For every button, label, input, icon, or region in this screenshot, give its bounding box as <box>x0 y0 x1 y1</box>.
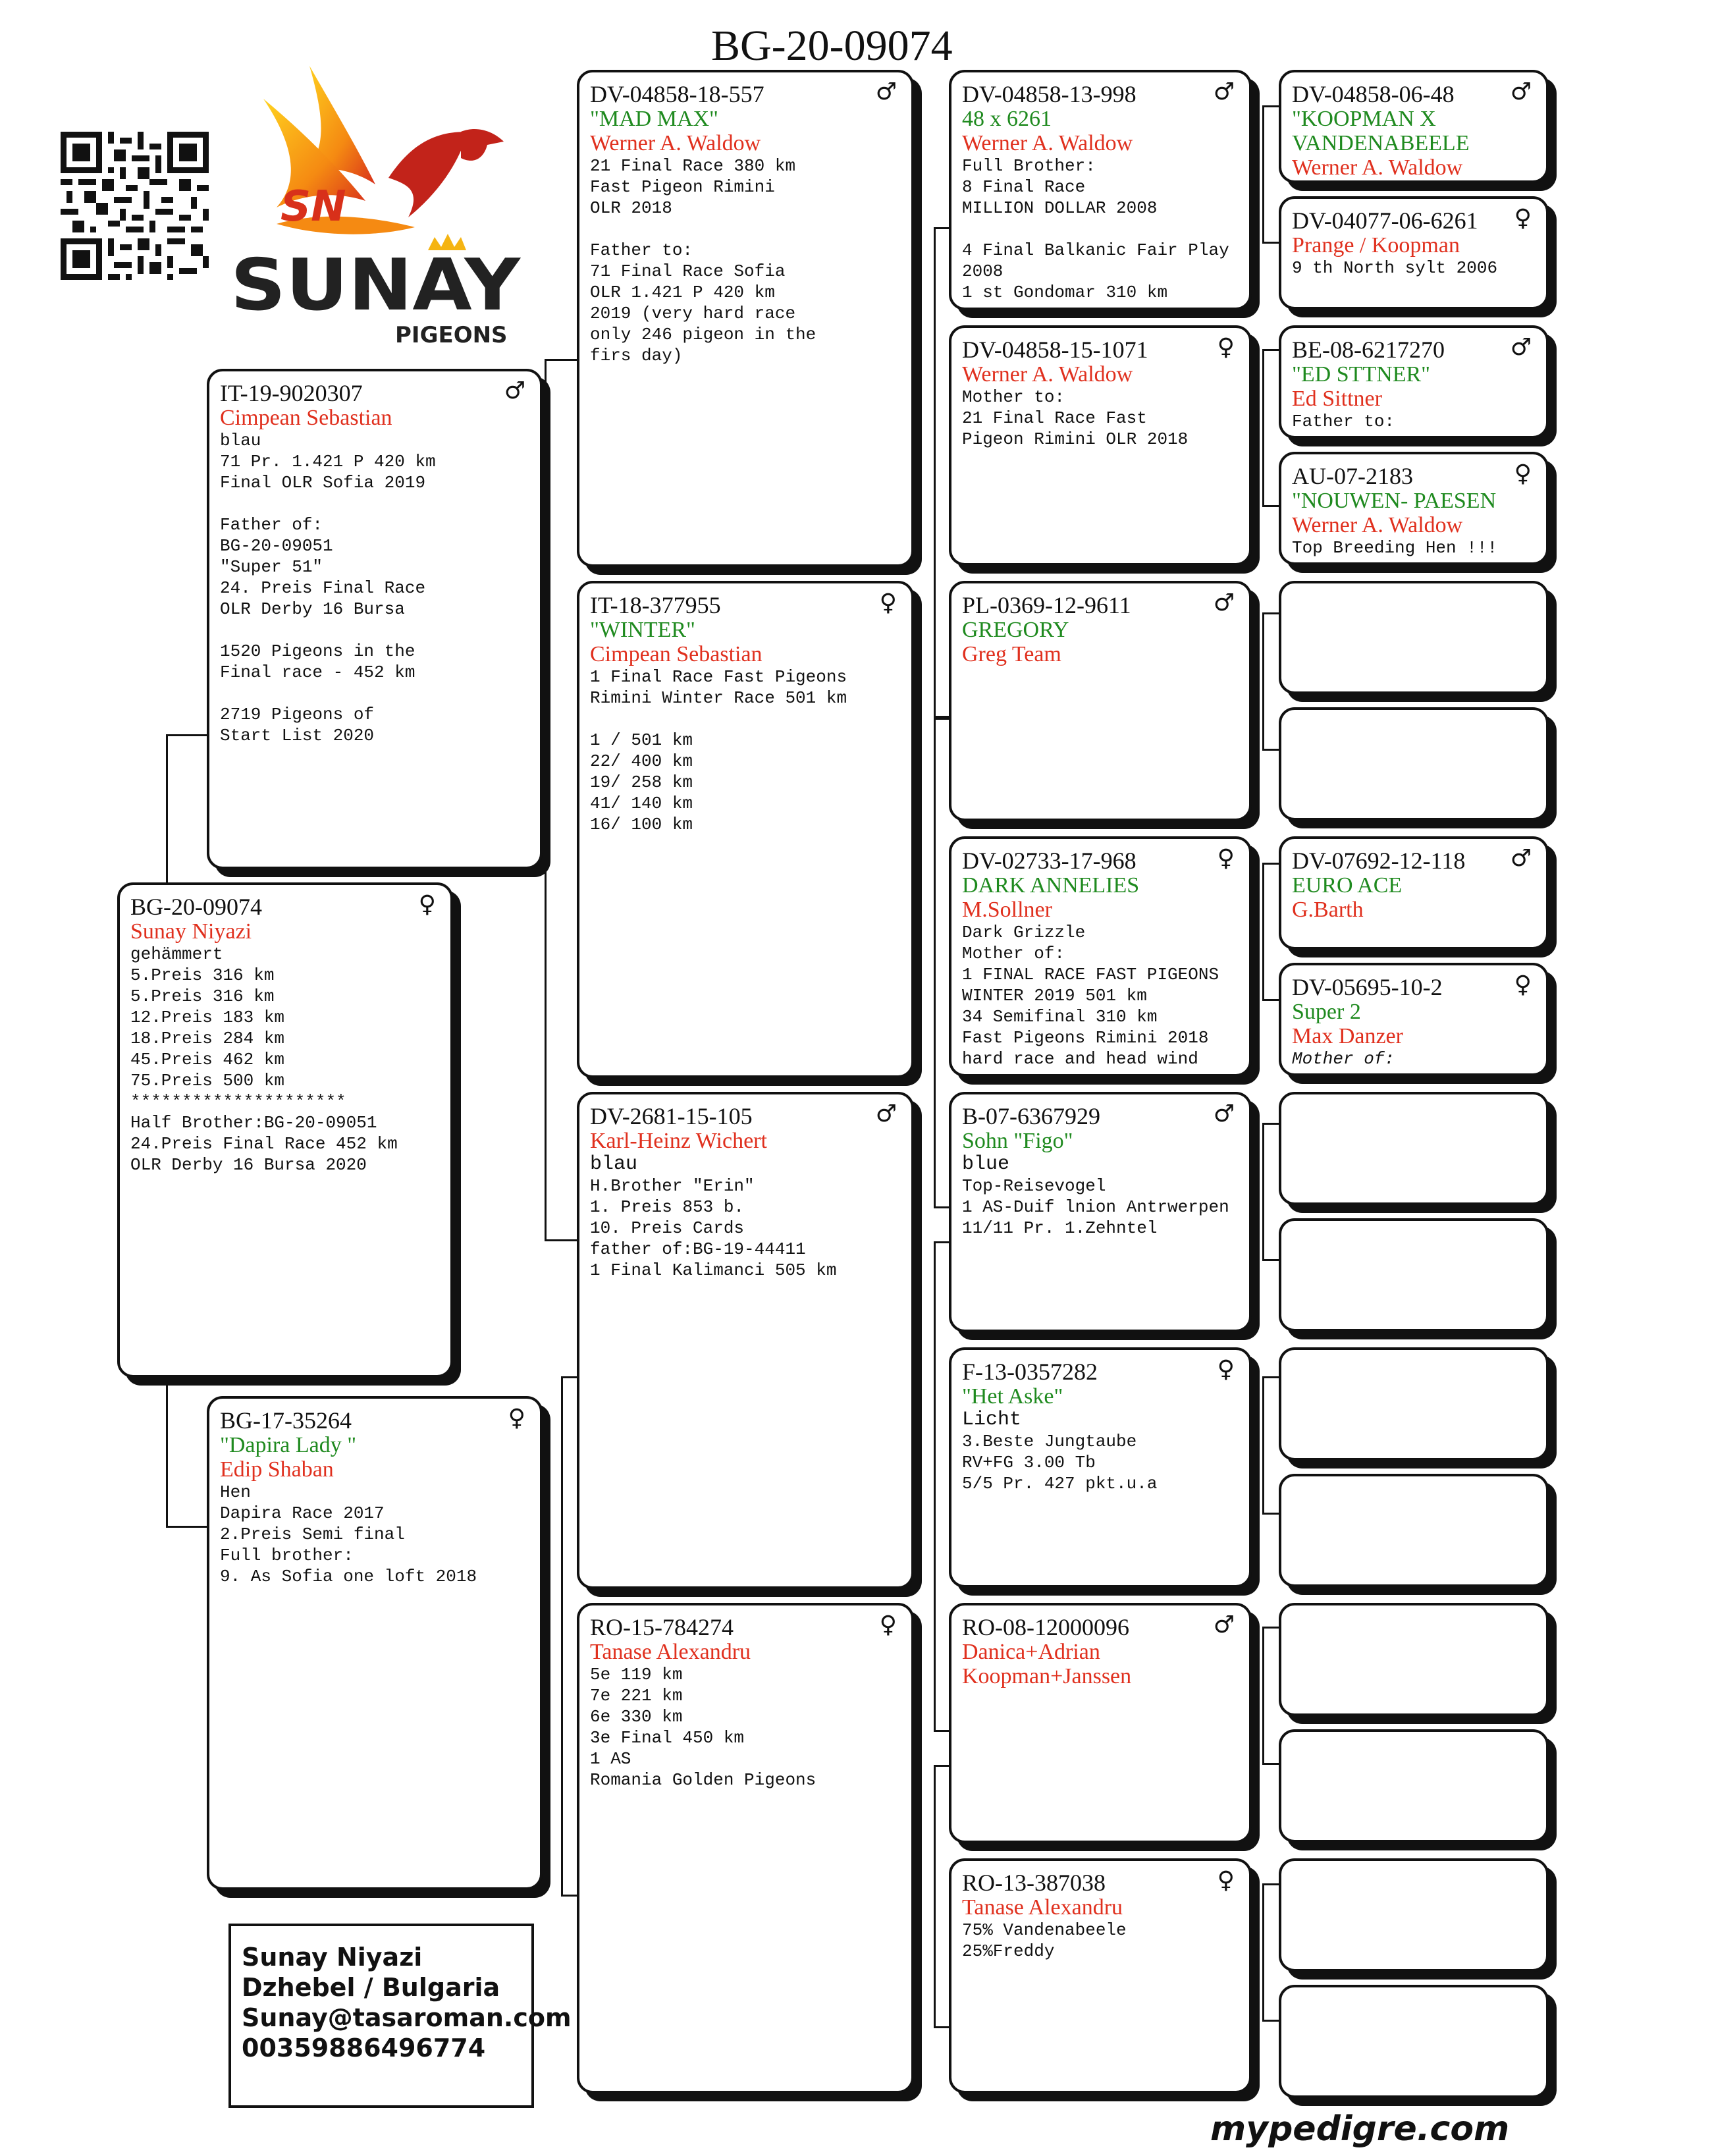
contact-phone: 00359886496774 <box>242 2034 486 2062</box>
ring-number: IT-18-377955 <box>590 592 721 618</box>
ring-number: DV-05695-10-2 <box>1292 974 1443 1000</box>
bird-head <box>461 129 504 161</box>
owner: Cimpean Sebastian <box>220 406 392 430</box>
gen4-card-10[interactable] <box>1279 1218 1549 1332</box>
pigeon-name: GREGORY <box>962 618 1069 642</box>
male-icon: ♂ <box>875 1100 897 1127</box>
pigeon-name: EURO ACE <box>1292 873 1403 898</box>
pigeon-name: "WINTER" <box>590 618 695 642</box>
gen2-card-1[interactable] <box>577 70 914 567</box>
gen4-card-16[interactable] <box>1279 1985 1549 2098</box>
male-icon: ♂ <box>1213 78 1235 105</box>
male-icon: ♂ <box>504 377 525 404</box>
owner: Sunay Niyazi <box>130 919 252 944</box>
male-icon: ♂ <box>1510 845 1532 872</box>
ring-number: RO-15-784274 <box>590 1614 734 1640</box>
owner: Edip Shaban <box>220 1457 334 1482</box>
female-icon: ♀ <box>1514 460 1532 487</box>
details: Full Brother: 8 Final Race MILLION DOLLAR 2008 4 Final Balkanic Fair Play 2008 1 st Gondomar 310 km <box>962 156 1229 302</box>
details: Licht 3.Beste Jungtaube RV+FG 3.00 Tb 5/5 Pr. 427 pkt.u.a <box>962 1409 1158 1494</box>
female-icon: ♀ <box>508 1405 525 1432</box>
details: 21 Final Race 380 km Fast Pigeon Rimini OLR 2018 Father to: 71 Final Race Sofia OLR 1.421 P 420 km 2019 (very hard race only 246 pigeon in the firs day) <box>590 156 816 365</box>
female-icon: ♀ <box>1217 1356 1235 1383</box>
details: 1 Final Race Fast Pigeons Rimini Winter Race 501 km 1 / 501 km 22/ 400 km 19/ 258 km 41/ 140 km 16/ 100 km <box>590 667 847 834</box>
owner: Karl-Heinz Wichert <box>590 1129 767 1153</box>
ring-number: DV-07692-12-118 <box>1292 848 1466 874</box>
ring-number: PL-0369-12-9611 <box>962 592 1131 618</box>
gen2-card-3[interactable] <box>577 1092 914 1589</box>
owner-line-2: Koopman+Janssen <box>962 1664 1132 1688</box>
contact-location: Dzhebel / Bulgaria <box>242 1973 500 2002</box>
pigeon-name: DARK ANNELIES <box>962 873 1140 898</box>
male-icon: ♂ <box>875 78 897 105</box>
page-title: BG-20-09074 <box>711 22 953 70</box>
male-icon: ♂ <box>1510 78 1532 105</box>
details: Mother of: <box>1292 1049 1395 1069</box>
gen3-card-1[interactable] <box>949 70 1252 310</box>
ring-number: DV-04858-13-998 <box>962 81 1137 107</box>
male-icon: ♂ <box>1510 334 1532 361</box>
details: Hen Dapira Race 2017 2.Preis Semi final Full brother: 9. As Sofia one loft 2018 <box>220 1482 477 1586</box>
contact-email[interactable]: Sunay@tasaroman.com <box>242 2003 572 2032</box>
female-icon: ♀ <box>1514 971 1532 998</box>
pigeon-name: "ED STTNER" <box>1292 362 1431 387</box>
owner: Ed Sittner <box>1292 387 1382 411</box>
ring-number: F-13-0357282 <box>962 1359 1098 1385</box>
owner: M.Sollner <box>962 898 1052 922</box>
owner: Werner A. Waldow <box>962 362 1133 387</box>
owner: Prange / Koopman <box>1292 233 1460 257</box>
pigeon-name: Super 2 <box>1292 1000 1361 1024</box>
details: Mother to: 21 Final Race Fast Pigeon Rimini OLR 2018 <box>962 387 1189 449</box>
pigeon-name: "NOUWEN- PAESEN <box>1292 489 1497 513</box>
ring-number: B-07-6367929 <box>962 1103 1100 1129</box>
ring-number: AU-07-2183 <box>1292 463 1413 489</box>
female-icon: ♀ <box>1217 845 1235 872</box>
female-icon: ♀ <box>1514 205 1532 232</box>
details: gehämmert 5.Preis 316 km 5.Preis 316 km 12.Preis 183 km 18.Preis 284 km 45.Preis 462 km 75.Preis 500 km ********************* Half Brother:BG-20-09051 24.Preis Final Race 452 km OLR Derby 16 Bursa 2020 <box>130 944 398 1175</box>
gen2-card-4[interactable] <box>577 1603 914 2093</box>
owner: Tanase Alexandru <box>962 1895 1123 1920</box>
female-icon: ♀ <box>879 589 897 616</box>
ring-number: DV-2681-15-105 <box>590 1103 753 1129</box>
pigeon-name: Sohn "Figo" <box>962 1129 1073 1153</box>
details: 9 th North sylt 2006 <box>1292 258 1498 278</box>
connector-dam <box>561 1376 579 1897</box>
ring-number: RO-13-387038 <box>962 1870 1106 1896</box>
gen4-card-13[interactable] <box>1279 1603 1549 1716</box>
gen4-card-6[interactable] <box>1279 707 1549 821</box>
details: Dark Grizzle Mother of: 1 FINAL RACE FAST PIGEONS WINTER 2019 501 km 34 Semifinal 310 km Fast Pigeons Rimini 2018 hard race and head wind <box>962 923 1219 1069</box>
ring-number: DV-04858-18-557 <box>590 81 764 107</box>
female-icon: ♀ <box>879 1611 897 1638</box>
gen4-card-1[interactable] <box>1279 70 1549 183</box>
owner: Werner A. Waldow <box>962 131 1133 155</box>
gen4-card-15[interactable] <box>1279 1858 1549 1972</box>
pigeon-name: "Het Aske" <box>962 1384 1063 1409</box>
gen3-card-7[interactable] <box>949 1603 1252 1843</box>
owner: Greg Team <box>962 642 1061 666</box>
gen4-card-12[interactable] <box>1279 1474 1549 1587</box>
gen4-card-5[interactable] <box>1279 581 1549 694</box>
owner: Werner A. Waldow <box>1292 513 1463 537</box>
pigeon-name: "KOOPMAN X <box>1292 107 1436 131</box>
ring-number: DV-04858-15-1071 <box>962 337 1148 363</box>
owner: Werner A. Waldow <box>590 131 761 155</box>
ring-number: DV-04858-06-48 <box>1292 81 1455 107</box>
gen3-card-4[interactable] <box>949 836 1252 1077</box>
female-icon: ♀ <box>418 891 436 918</box>
details: Top Breeding Hen !!! <box>1292 538 1498 558</box>
gen2-card-2[interactable] <box>577 581 914 1078</box>
gen4-card-9[interactable] <box>1279 1092 1549 1205</box>
ring-number: IT-19-9020307 <box>220 380 363 406</box>
gen3-card-3[interactable] <box>949 581 1252 821</box>
footer-brand[interactable]: mypedigre.com <box>1210 2109 1510 2149</box>
owner: Cimpean Sebastian <box>590 642 762 666</box>
male-icon: ♂ <box>1213 1100 1235 1127</box>
details: 75% Vandenabeele 25%Freddy <box>962 1920 1127 1961</box>
ring-number: RO-08-12000096 <box>962 1614 1129 1640</box>
gen4-card-3[interactable] <box>1279 325 1549 439</box>
details: blue Top-Reisevogel 1 AS-Duif lnion Antrwerpen 11/11 Pr. 1.Zehntel <box>962 1153 1229 1238</box>
female-icon: ♀ <box>1217 334 1235 361</box>
contact-box <box>228 1924 572 2108</box>
details: blau H.Brother "Erin" 1. Preis 853 b. 10. Preis Cards father of:BG-19-44411 1 Final Kalimanci 505 km <box>590 1153 837 1280</box>
gen4-card-14[interactable] <box>1279 1729 1549 1843</box>
gen4-card-4[interactable] <box>1279 452 1549 565</box>
details: blau 71 Pr. 1.421 P 420 km Final OLR Sofia 2019 Father of: BG-20-09051 "Super 51" 24. Preis Final Race OLR Derby 16 Bursa 1520 Pigeons in the Final race - 452 km 2719 Pigeons of Start List 2020 <box>220 431 436 745</box>
qr-code <box>61 132 209 280</box>
male-icon: ♂ <box>1213 589 1235 616</box>
pigeon-name-line-2: VANDENABEELE <box>1292 131 1470 155</box>
owner: Max Danzer <box>1292 1024 1403 1048</box>
ring-number: BG-20-09074 <box>130 894 262 920</box>
ring-number: DV-02733-17-968 <box>962 848 1137 874</box>
male-icon: ♂ <box>1213 1611 1235 1638</box>
gen3-card-8[interactable] <box>949 1858 1252 2093</box>
pigeon-name: "MAD MAX" <box>590 107 718 131</box>
contact-name: Sunay Niyazi <box>242 1943 423 1972</box>
logo-sn: SN <box>281 182 346 231</box>
owner: Werner A. Waldow <box>1292 155 1463 180</box>
pigeon-name: "Dapira Lady " <box>220 1433 357 1457</box>
pigeon-name: 48 x 6261 <box>962 107 1052 131</box>
owner: Danica+Adrian <box>962 1640 1100 1664</box>
gen3-card-6[interactable] <box>949 1347 1252 1588</box>
gen4-card-2[interactable] <box>1279 196 1549 310</box>
ring-number: BG-17-35264 <box>220 1407 352 1434</box>
gen4-card-7[interactable] <box>1279 836 1549 950</box>
gen3-card-5[interactable] <box>949 1092 1252 1332</box>
sunay-pigeons-logo <box>224 59 527 349</box>
gen4-card-11[interactable] <box>1279 1347 1549 1461</box>
owner: Tanase Alexandru <box>590 1640 751 1664</box>
details: 5e 119 km 7e 221 km 6e 330 km 3e Final 450 km 1 AS Romania Golden Pigeons <box>590 1665 816 1790</box>
sire-card[interactable] <box>207 369 543 869</box>
details: Father to: <box>1292 412 1395 431</box>
gen4-card-8[interactable] <box>1279 963 1549 1076</box>
ring-number: DV-04077-06-6261 <box>1292 207 1478 234</box>
owner: G.Barth <box>1292 898 1364 922</box>
logo-sub: PIGEONS <box>395 322 508 348</box>
ring-number: BE-08-6217270 <box>1292 337 1445 363</box>
dam-card[interactable] <box>207 1396 543 1890</box>
logo-brand: SUNAY <box>230 244 522 327</box>
connector-sire <box>545 359 579 1241</box>
female-icon: ♀ <box>1217 1867 1235 1894</box>
subject-card[interactable] <box>117 882 453 1378</box>
gen3-card-2[interactable] <box>949 325 1252 566</box>
